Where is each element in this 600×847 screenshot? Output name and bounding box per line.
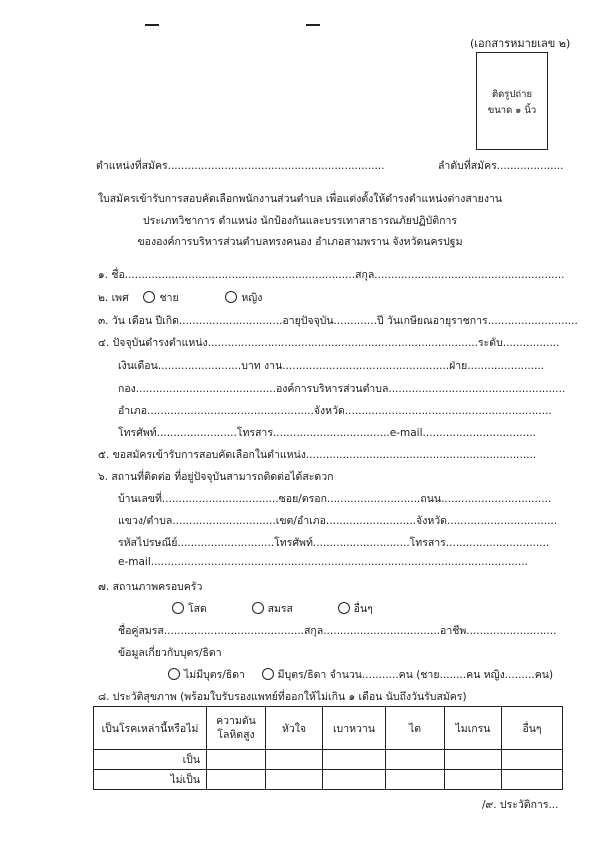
no-children-radio[interactable] xyxy=(168,668,180,680)
has-children-label: มีบุตร/ธิดา จำนวน...........คน (ชาย........คน หญิง.........คน) xyxy=(277,669,554,681)
health-table-header-row xyxy=(94,707,563,750)
health-row-no-label: ไม่เป็น xyxy=(94,770,207,790)
item-6-contact: ๖. สถานที่ติดต่อ ที่อยู่ปัจจุบันสามารถติดต่อได้สะดวก xyxy=(98,471,334,483)
health-header-heart: หัวใจ xyxy=(266,707,323,750)
item-5-apply-position: ๕. ขอสมัครเข้ารับการสอบคัดเลือกในตำแหน่ง..................................................................... xyxy=(98,449,537,461)
health-cell[interactable] xyxy=(445,750,502,770)
item-6-house: บ้านเลขที่...................................ซอย/ตรอก............................ถนน................................. xyxy=(118,493,552,505)
has-children-radio[interactable] xyxy=(262,668,274,680)
health-cell[interactable] xyxy=(386,750,445,770)
gender-male-label: ชาย xyxy=(159,292,179,304)
health-row-yes-label: เป็น xyxy=(94,750,207,770)
marital-single-radio[interactable] xyxy=(172,602,184,614)
item-4-division: กอง..........................................องค์การบริหารส่วนตำบล..................................................... xyxy=(118,383,566,395)
health-table xyxy=(93,706,563,790)
health-cell[interactable] xyxy=(266,750,323,770)
health-cell[interactable] xyxy=(386,770,445,790)
form-title-line2: ประเภทวิชาการ ตำแหน่ง นักป้องกันและบรรเทาสาธารณภัยปฏิบัติการ xyxy=(142,215,458,227)
header-mark-left xyxy=(145,24,159,26)
health-cell[interactable] xyxy=(207,770,266,790)
item-6-email: e-mail................................................................................................................. xyxy=(118,556,528,568)
item-3-birthdate: ๓. วัน เดือน ปีเกิด...............................อายุปัจจุบัน.............ปี วันเกษียณอายุราชการ........................... xyxy=(98,315,578,327)
footer-continue: /๙. ประวัติการ... xyxy=(482,799,559,811)
item-8-health: ๘. ประวัติสุขภาพ (พร้อมใบรับรองแพทย์ที่ออกให้ไม่เกิน ๑ เดือน นับถึงวันรับสมัคร) xyxy=(98,691,467,703)
health-header-other: อื่นๆ xyxy=(502,707,563,750)
photo-box xyxy=(476,52,548,150)
item-1-name: ๑. ชื่อ.....................................................................สกุล......................................................... xyxy=(98,269,565,281)
document-number: (เอกสารหมายเลข ๒) xyxy=(470,37,571,50)
health-header-bp-line1: ความดัน xyxy=(216,715,256,727)
health-header-kidney: ไต xyxy=(386,707,445,750)
health-header-bp-line2: โลหิตสูง xyxy=(217,729,255,741)
marital-single-label: โสด xyxy=(188,603,207,615)
item-2-gender xyxy=(98,289,262,306)
item-4-phone: โทรศัพท์........................โทรสาร...................................e-mail.................................. xyxy=(118,427,537,439)
marital-other-radio[interactable] xyxy=(338,602,350,614)
health-cell[interactable] xyxy=(502,750,563,770)
form-title-line3: ขององค์การบริหารส่วนตำบลทรงคนอง อำเภอสามพราน จังหวัดนครปฐม xyxy=(137,236,463,248)
marital-options xyxy=(172,600,373,617)
item-7-marital-status: ๗. สถานภาพครอบครัว xyxy=(98,581,203,593)
item-6-postcode: รหัสไปรษณีย์.............................โทรศัพท์.............................โทรสาร............................... xyxy=(118,537,550,549)
table-row xyxy=(94,750,563,770)
gender-female-radio[interactable] xyxy=(225,291,237,303)
no-children-label: ไม่มีบุตร/ธิดา xyxy=(184,669,245,681)
position-applied: ตำแหน่งที่สมัคร................................................................. xyxy=(96,160,385,172)
header-mark-right xyxy=(306,24,320,26)
health-cell[interactable] xyxy=(323,770,386,790)
marital-other-label: อื่นๆ xyxy=(353,603,373,615)
health-header-migraine: ไมเกรน xyxy=(445,707,502,750)
item-4-district: อำเภอ..................................................จังหวัด.............................................................. xyxy=(118,405,552,417)
application-order: ลำดับที่สมัคร.................... xyxy=(438,160,564,172)
marital-married-label: สมรส xyxy=(267,603,293,615)
item-6-subdistrict: แขวง/ตำบล...............................เขต/อำเภอ...........................จังหวัด................................. xyxy=(118,515,558,527)
health-header-blood-pressure xyxy=(207,707,266,750)
gender-female-label: หญิง xyxy=(241,292,263,304)
health-cell[interactable] xyxy=(323,750,386,770)
item-4-salary: เงินเดือน.........................บาท งาน..................................................ฝ่าย....................... xyxy=(118,360,545,372)
item-7-children-label: ข้อมูลเกี่ยวกับบุตร/ธิดา xyxy=(118,647,222,659)
health-cell[interactable] xyxy=(445,770,502,790)
photo-box-line1: ติดรูปถ่าย xyxy=(491,89,533,100)
health-cell[interactable] xyxy=(207,750,266,770)
form-title-line1: ใบสมัครเข้ารับการสอบคัดเลือกพนักงานส่วนตำบล เพื่อแต่งตั้งให้ดำรงตำแหน่งต่างสายงาน xyxy=(97,193,503,205)
health-header-diabetes: เบาหวาน xyxy=(323,707,386,750)
gender-male-radio[interactable] xyxy=(143,291,155,303)
item-4-current-position: ๔. ปัจจุบันดำรงตำแหน่ง.................................................................................ระดับ................. xyxy=(98,337,560,349)
table-row xyxy=(94,770,563,790)
item-7-spouse: ชื่อคู่สมรส..........................................สกุล...................................อาชีพ........................... xyxy=(118,625,557,637)
health-header-question: เป็นโรคเหล่านี้หรือไม่ xyxy=(94,707,207,750)
health-cell[interactable] xyxy=(502,770,563,790)
gender-label: ๒. เพศ xyxy=(98,292,129,304)
health-cell[interactable] xyxy=(266,770,323,790)
children-options xyxy=(168,666,553,683)
marital-married-radio[interactable] xyxy=(252,602,264,614)
photo-box-line2: ขนาด ๑ นิ้ว xyxy=(487,105,537,116)
